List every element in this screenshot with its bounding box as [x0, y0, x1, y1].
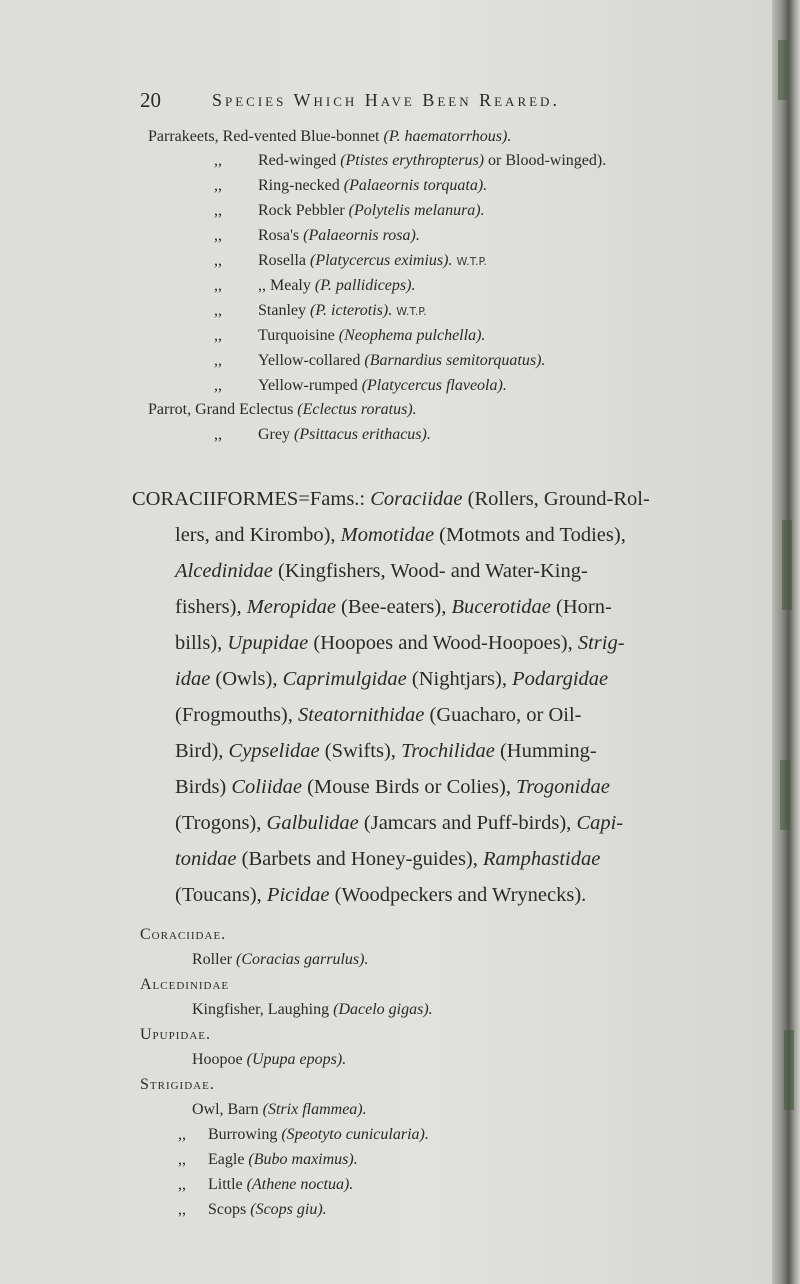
scientific-name: (P. icterotis). — [310, 302, 393, 319]
ditto-mark: ,, — [214, 352, 222, 369]
family-name: Trochilidae — [401, 740, 495, 762]
common-name: Hoopoe — [192, 1051, 247, 1068]
species-line — [214, 252, 487, 270]
family-heading: Alcedinidae — [140, 976, 230, 993]
common-name: Roller — [192, 951, 236, 968]
species-line — [214, 202, 485, 220]
species-line — [214, 227, 420, 245]
order-text: (Jamcars and Puff-birds), — [358, 812, 577, 834]
family-name: Meropidae — [246, 596, 336, 618]
family-name: Steatornithidae — [298, 704, 425, 726]
family-name: Coliidae — [231, 776, 302, 798]
family-name: Capi- — [576, 812, 624, 834]
family-name: Alcedinidae — [175, 560, 273, 582]
common-name: Yellow-collared — [258, 352, 365, 369]
common-name: Red-vented Blue-bonnet — [222, 128, 384, 145]
species-line — [214, 426, 431, 444]
order-text: (Kingfishers, Wood- and Water-King- — [272, 560, 588, 582]
common-name: Red-winged — [258, 152, 341, 169]
page-edge — [772, 0, 800, 1284]
species-line — [178, 1201, 327, 1219]
common-name: Little — [208, 1176, 247, 1193]
order-text: Bird), — [175, 740, 229, 762]
species-line — [178, 1176, 354, 1194]
common-name: Ring-necked — [258, 177, 344, 194]
order-text: (Frogmouths), — [175, 704, 298, 726]
ditto-mark: ,, — [214, 327, 222, 344]
family-name: Cypselidae — [228, 740, 320, 762]
scientific-name: (Scops giu). — [250, 1201, 327, 1218]
order-text: (Motmots and Todies), — [434, 524, 626, 546]
scientific-name: (Platycercus eximius). — [310, 252, 453, 269]
common-name: Kingfisher, Laughing — [192, 1001, 334, 1018]
common-name: ,, Mealy — [258, 277, 315, 294]
family-name: Trogonidae — [516, 776, 610, 798]
page-header — [0, 88, 780, 118]
family-name: Momotidae — [340, 524, 435, 546]
order-paragraph-line — [175, 776, 610, 799]
family-heading: Strigidae. — [140, 1076, 215, 1093]
family-heading: Coraciidae. — [140, 926, 227, 943]
scientific-name: (Dacelo gigas). — [333, 1001, 433, 1018]
ditto-mark: ,, — [178, 1126, 186, 1143]
order-text: (Trogons), — [175, 812, 267, 834]
scientific-name: (Palaeornis rosa). — [303, 227, 420, 244]
scientific-name: (Coracias garrulus). — [236, 951, 369, 968]
family-name: Ramphastidae — [483, 848, 601, 870]
ditto-mark: ,, — [214, 152, 222, 169]
species-line — [178, 1126, 429, 1144]
order-paragraph-line — [175, 632, 625, 655]
order-text: (Hoopoes and Wood-Hoopoes), — [308, 632, 578, 654]
order-paragraph-line — [175, 524, 626, 547]
scientific-name: (Barnardius semitorquatus). — [364, 352, 546, 369]
common-name: Yellow-rumped — [258, 377, 362, 394]
order-paragraph-line — [132, 488, 650, 511]
order-text: bills), — [175, 632, 228, 654]
species-line — [192, 1001, 433, 1019]
species-line — [192, 951, 368, 969]
running-head: Species Which Have Been Reared. — [212, 90, 560, 110]
species-line — [148, 128, 511, 146]
family-name: tonidae — [175, 848, 237, 870]
species-line — [148, 401, 417, 419]
order-paragraph-line — [175, 848, 600, 871]
common-name: Rosa's — [258, 227, 304, 244]
common-name: Rosella — [258, 252, 310, 269]
scientific-name: (P. haematorrhous). — [383, 128, 512, 145]
edge-stain — [782, 520, 792, 610]
edge-stain — [784, 1030, 794, 1110]
species-line — [214, 277, 416, 295]
species-line — [178, 1151, 358, 1169]
ditto-mark: ,, — [214, 426, 222, 443]
order-text: (Owls), — [210, 668, 283, 690]
order-text: (Swifts), — [319, 740, 402, 762]
ditto-mark: ,, — [214, 302, 222, 319]
order-paragraph-line — [175, 812, 623, 835]
order-text: (Barbets and Honey-guides), — [236, 848, 484, 870]
scientific-name: (P. pallidiceps). — [314, 277, 416, 294]
scientific-name: (Eclectus roratus). — [297, 401, 417, 418]
scientific-name: (Strix flammea). — [262, 1101, 367, 1118]
order-paragraph-line — [175, 596, 612, 619]
species-line — [192, 1101, 367, 1119]
ditto-mark: ,, — [178, 1176, 186, 1193]
species-line — [214, 352, 546, 370]
scientific-name: (Neophema pulchella). — [338, 327, 486, 344]
order-text: (Bee-eaters), — [335, 596, 452, 618]
scientific-name: (Athene noctua). — [246, 1176, 354, 1193]
ditto-mark: ,, — [214, 227, 222, 244]
scientific-name: (Psittacus erithacus). — [293, 426, 431, 443]
ditto-mark: ,, — [214, 252, 222, 269]
order-text: (Toucans), — [175, 884, 267, 906]
common-name: Stanley — [258, 302, 310, 319]
scientific-name: (Bubo maximus). — [248, 1151, 358, 1168]
edge-stain — [780, 760, 790, 830]
ditto-mark: ,, — [214, 202, 222, 219]
alt-name: or Blood-winged). — [484, 152, 607, 169]
ditto-mark: ,, — [178, 1151, 186, 1168]
order-text: (Horn- — [550, 596, 612, 618]
species-line — [214, 152, 607, 170]
order-text: lers, and Kirombo), — [175, 524, 341, 546]
ditto-mark: ,, — [214, 177, 222, 194]
species-line — [192, 1051, 346, 1069]
genus-label: Parrot, — [148, 401, 196, 418]
order-text: Birds) — [175, 776, 232, 798]
ditto-mark: ,, — [214, 377, 222, 394]
order-text: fishers), — [175, 596, 247, 618]
handwritten-annotation: W.T.P. — [456, 255, 487, 268]
order-text: (Humming- — [494, 740, 597, 762]
ditto-mark: ,, — [178, 1201, 186, 1218]
order-text: (Rollers, Ground-Rol- — [462, 488, 650, 510]
common-name: Rock Pebbler — [258, 202, 349, 219]
scientific-name: (Palaeornis torquata). — [343, 177, 488, 194]
order-text: (Guacharo, or Oil- — [424, 704, 582, 726]
species-line — [214, 327, 486, 345]
family-name: Coraciidae — [370, 488, 463, 510]
common-name: Eagle — [208, 1151, 249, 1168]
order-text: (Woodpeckers and Wrynecks). — [329, 884, 587, 906]
common-name: Owl, Barn — [192, 1101, 263, 1118]
species-line — [214, 302, 427, 320]
scientific-name: (Speotyto cunicularia). — [281, 1126, 429, 1143]
order-text: (Nightjars), — [406, 668, 513, 690]
ditto-mark: ,, — [214, 277, 222, 294]
family-name: Caprimulgidae — [282, 668, 407, 690]
order-paragraph-line — [175, 740, 597, 763]
species-line — [214, 177, 488, 195]
common-name: Grand Eclectus — [195, 401, 298, 418]
page-number: 20 — [140, 88, 161, 112]
order-paragraph-line — [175, 560, 588, 583]
family-name: Strig- — [577, 632, 625, 654]
common-name: Burrowing — [208, 1126, 282, 1143]
family-name: idae — [175, 668, 211, 690]
order-text: (Mouse Birds or Colies), — [301, 776, 517, 798]
family-name: Bucerotidae — [451, 596, 551, 618]
handwritten-annotation: W.T.P. — [396, 305, 427, 318]
order-paragraph-line — [175, 884, 586, 907]
scientific-name: (Ptistes erythropterus) — [340, 152, 485, 169]
order-text: CORACIIFORMES=Fams.: — [132, 488, 371, 510]
scientific-name: (Platycercus flaveola). — [361, 377, 507, 394]
scientific-name: (Polytelis melanura). — [348, 202, 485, 219]
order-paragraph-line — [175, 668, 608, 691]
scientific-name: (Upupa epops). — [246, 1051, 347, 1068]
order-paragraph-line — [175, 704, 582, 727]
species-line — [214, 377, 507, 395]
family-name: Galbulidae — [266, 812, 359, 834]
common-name: Scops — [208, 1201, 251, 1218]
family-heading: Upupidae. — [140, 1026, 212, 1043]
common-name: Turquoisine — [258, 327, 339, 344]
common-name: Grey — [258, 426, 294, 443]
edge-stain — [778, 40, 788, 100]
family-name: Podargidae — [512, 668, 609, 690]
genus-label: Parrakeets, — [148, 128, 223, 145]
family-name: Picidae — [266, 884, 330, 906]
family-name: Upupidae — [227, 632, 309, 654]
